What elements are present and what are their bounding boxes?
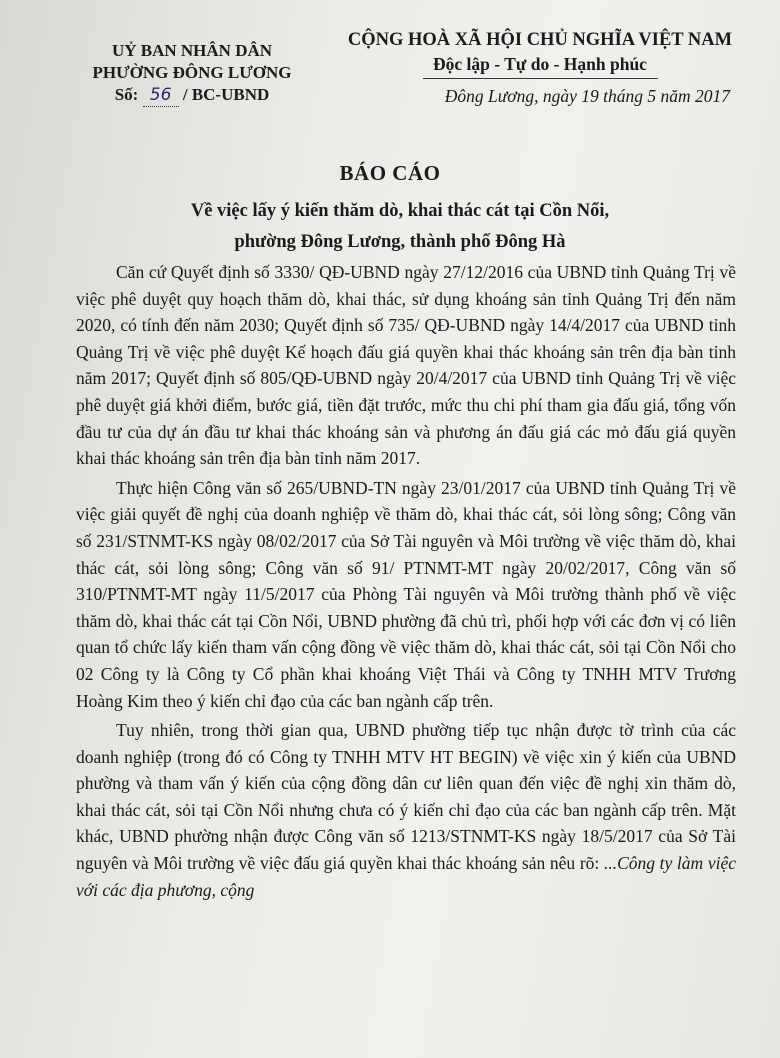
body-paragraph-3-quote: ...Công ty làm việc với các địa phương, cộng [76, 853, 737, 900]
issuing-agency-block [62, 40, 322, 107]
body-paragraph-1: Căn cứ Quyết định số 3330/ QĐ-UBND ngày 27/12/2016 của UBND tỉnh Quảng Trị về việc phê duyệt quy hoạch thăm dò, khai thác, sử dụng khoáng sản tỉnh Quảng Trị đến năm 2020, có tính đến năm 2030; Quyết định số 735/ QĐ-UBND ngày 14/4/2017 của UBND tỉnh Quảng Trị về việc phê duyệt Kế hoạch đấu giá quyền khai thác khoáng sản trên địa bàn tỉnh năm 2017; Quyết định số 805/QĐ-UBND ngày 20/4/2017 của UBND tỉnh Quảng Trị về việc phê duyệt giá khởi điểm, bước giá, tiền đặt trước, mức thu chi phí tham gia đấu giá, tổng vốn đầu tư của dự án đầu tư khai thác khoáng sản và phương án đấu giá các mỏ đấu giá quyền khai thác khoáng sản trên địa bàn tỉnh năm 2017. [76, 262, 736, 469]
body-paragraph-3-text: Tuy nhiên, trong thời gian qua, UBND phường tiếp tục nhận được tờ trình của các doanh nghiệp (trong đó có Công ty TNHH MTV HT BEGIN) về việc xin ý kiến của UBND phường và tham vấn ý kiến của cộng đồng dân cư liên quan đến việc đề nghị xin thăm dò, khai thác cát, sỏi tại Cồn Nổi nhưng chưa có ý kiến chỉ đạo của các ban ngành cấp trên. Mặt khác, UBND phường nhận được Công văn số 1213/STNMT-KS ngày 18/5/2017 của Sở Tài nguyên và Môi trường về việc đấu giá quyền khai thác khoáng sản nêu rõ: [76, 720, 736, 874]
document-number-handwritten: 56 [143, 84, 179, 107]
body-paragraph-3 [76, 717, 736, 903]
place-and-date: Đông Lương, ngày 19 tháng 5 năm 2017 [444, 86, 730, 106]
nation-name: CỘNG HOÀ XÃ HỘI CHỦ NGHĨA VIỆT NAM [347, 30, 733, 50]
subject-line2: phường Đông Lương, thành phố Đông Hà [234, 232, 566, 252]
document-title: BÁO CÁO [339, 161, 441, 185]
document-number-prefix: Số: [114, 85, 139, 104]
document-number-suffix: / BC-UBND [182, 85, 270, 104]
motto-underline [423, 78, 658, 79]
agency-name-line2: PHƯỜNG ĐÔNG LƯƠNG [92, 63, 292, 82]
body-paragraph-2: Thực hiện Công văn số 265/UBND-TN ngày 23/01/2017 của UBND tỉnh Quảng Trị về việc giải quyết đề nghị của doanh nghiệp về thăm dò, khai thác cát, sỏi lòng sông; Công văn số 231/STNMT-KS ngày 08/02/2017 của Sở Tài nguyên và Môi trường về việc thăm dò, khai thác cát, sỏi lòng sông; Công văn số 91/ PTNMT-MT ngày 20/02/2017, Công văn số 310/PTNMT-MT ngày 11/5/2017 của Phòng Tài nguyên và Môi trường thành phố về việc thăm dò, khai thác cát tại Cồn Nổi, UBND phường đã chủ trì, phối hợp với các đơn vị có liên quan tổ chức lấy kiến tham vấn cộng đồng về việc thăm dò, khai thác cát, sỏi tại Cồn Nổi cho 02 Công ty là Công ty Cổ phần khai khoáng Việt Thái và Công ty TNHH MTV Trương Hoàng Kim theo ý kiến chỉ đạo của các ban ngành cấp trên. [76, 477, 736, 711]
national-header-block [330, 28, 750, 79]
subject-line1: Về việc lấy ý kiến thăm dò, khai thác cát tại Cồn Nổi, [190, 201, 610, 221]
document-number [62, 84, 322, 107]
document-subject [100, 196, 700, 258]
document-body [76, 259, 736, 906]
agency-name-line1: UỶ BAN NHÂN DÂN [111, 41, 273, 60]
nation-motto: Độc lập - Tự do - Hạnh phúc [433, 54, 647, 74]
